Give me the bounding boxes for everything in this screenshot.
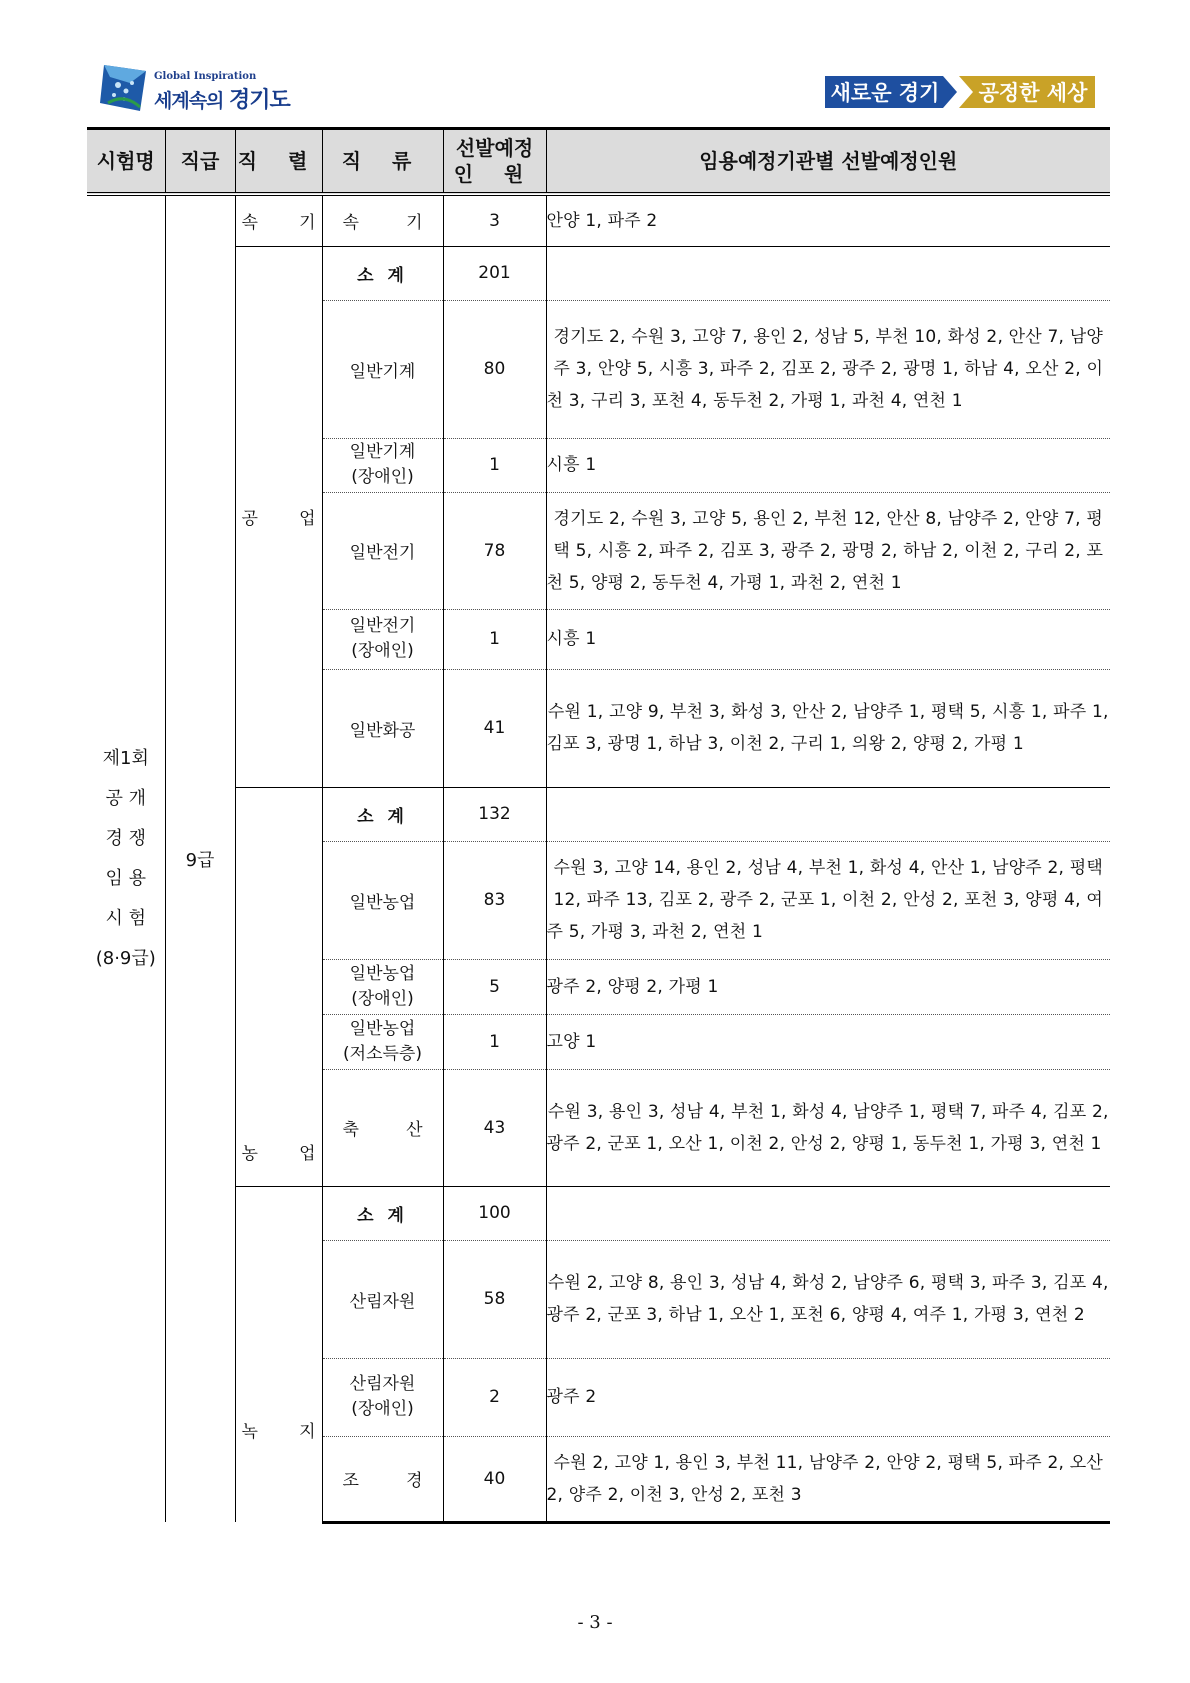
table-row (87, 194, 1110, 246)
subtotal-count: 201 (443, 246, 546, 300)
count-cell: 58 (443, 1240, 546, 1358)
subtotal-label: 소 계 (322, 1186, 443, 1240)
table-row (87, 1186, 1110, 1240)
header-series: 직 렬 (235, 129, 322, 195)
type-cell: 일반기계 (장애인) (322, 438, 443, 492)
gyeonggi-emblem-icon (100, 63, 148, 113)
exam-name-cell (87, 194, 165, 1522)
logo-korean-small: 세계속의 (154, 90, 224, 112)
allocation-cell: 시흥 1 (546, 609, 1110, 669)
type-cell: 일반전기 (322, 492, 443, 609)
count-cell: 40 (443, 1436, 546, 1522)
count-cell: 41 (443, 669, 546, 787)
subtotal-count: 132 (443, 787, 546, 841)
type-cell: 산림자원 (장애인) (322, 1358, 443, 1436)
series-cell-nongeop: 농 업 (235, 787, 322, 1186)
table-row (87, 787, 1110, 841)
type-cell: 일반화공 (322, 669, 443, 787)
header-allocation: 임용예정기관별 선발예정인원 (546, 129, 1110, 195)
allocation-cell (546, 787, 1110, 841)
type-cell: 속 기 (322, 194, 443, 246)
header-count-line2: 인 원 (453, 162, 536, 186)
allocation-cell: 수원 2, 고양 1, 용인 3, 부천 11, 남양주 2, 안양 2, 평택 5, 파주 2, 오산 2, 양주 2, 이천 3, 안성 2, 포천 3 (546, 1436, 1110, 1522)
exam-name-line: (8·9급) (95, 948, 156, 969)
allocation-cell: 수원 2, 고양 8, 용인 3, 성남 4, 화성 2, 남양주 6, 평택 3, 파주 3, 김포 4, 광주 2, 군포 3, 하남 1, 오산 1, 포천 6, 양평 4, 여주 1, 가평 3, 연천 2 (546, 1240, 1110, 1358)
count-cell: 83 (443, 841, 546, 959)
logo-korean-text (154, 83, 290, 114)
series-cell-sokgi: 속 기 (235, 194, 322, 246)
exam-name-line: 경 쟁 (105, 828, 146, 849)
allocation-cell: 시흥 1 (546, 438, 1110, 492)
allocation-cell: 경기도 2, 수원 3, 고양 7, 용인 2, 성남 5, 부천 10, 화성 2, 안산 7, 남양주 3, 안양 5, 시흥 3, 파주 2, 김포 2, 광주 2, 광명 1, 하남 4, 오산 2, 이천 3, 구리 3, 포천 4, 동두천 2, 가평 1, 과천 4, 연천 1 (546, 300, 1110, 438)
header-grade: 직급 (165, 129, 235, 195)
series-cell-nokji: 녹 지 (235, 1186, 322, 1522)
allocation-cell (546, 246, 1110, 300)
subtotal-count: 100 (443, 1186, 546, 1240)
count-cell: 43 (443, 1069, 546, 1186)
type-cell: 일반농업 (저소득층) (322, 1014, 443, 1069)
type-cell: 일반기계 (322, 300, 443, 438)
slogan-banner (825, 72, 1095, 112)
allocation-cell: 고양 1 (546, 1014, 1110, 1069)
count-cell: 1 (443, 1014, 546, 1069)
gyeonggi-logo (100, 63, 300, 119)
table-header-row (87, 129, 1110, 195)
allocation-cell: 수원 3, 고양 14, 용인 2, 성남 4, 부천 1, 화성 4, 안산 1, 남양주 2, 평택 12, 파주 13, 김포 2, 광주 2, 군포 1, 이천 2, 안성 2, 포천 3, 양평 4, 여주 5, 가평 3, 과천 2, 연천 1 (546, 841, 1110, 959)
count-cell: 2 (443, 1358, 546, 1436)
logo-korean-big: 경기도 (229, 88, 290, 113)
table-row (87, 246, 1110, 300)
header-planned-count (443, 129, 546, 195)
count-cell: 80 (443, 300, 546, 438)
exam-name-line: 시 험 (105, 908, 146, 929)
count-cell: 3 (443, 194, 546, 246)
count-cell: 1 (443, 609, 546, 669)
count-cell: 78 (443, 492, 546, 609)
count-cell: 5 (443, 959, 546, 1014)
subtotal-label: 소 계 (322, 246, 443, 300)
allocation-cell: 수원 3, 용인 3, 성남 4, 부천 1, 화성 4, 남양주 1, 평택 7, 파주 4, 김포 2, 광주 2, 군포 1, 오산 1, 이천 2, 안성 2, 양평 1, 동두천 1, 가평 3, 연천 1 (546, 1069, 1110, 1186)
exam-name-line: 제1회 (102, 748, 149, 769)
slogan-left-text: 새로운 경기 (830, 81, 940, 105)
slogan-right-text: 공정한 세상 (978, 81, 1088, 105)
exam-name-line: 임 용 (105, 868, 146, 889)
count-cell: 1 (443, 438, 546, 492)
type-cell: 축 산 (322, 1069, 443, 1186)
selection-table (87, 127, 1110, 1524)
type-cell: 일반전기 (장애인) (322, 609, 443, 669)
allocation-cell: 광주 2 (546, 1358, 1110, 1436)
allocation-cell: 광주 2, 양평 2, 가평 1 (546, 959, 1110, 1014)
exam-name-line: 공 개 (105, 788, 146, 809)
allocation-cell (546, 1186, 1110, 1240)
allocation-cell: 수원 1, 고양 9, 부천 3, 화성 3, 안산 2, 남양주 1, 평택 5, 시흥 1, 파주 1, 김포 3, 광명 1, 하남 3, 이천 2, 구리 1, 의왕 2, 양평 2, 가평 1 (546, 669, 1110, 787)
series-cell-gongeop: 공 업 (235, 246, 322, 787)
type-cell: 산림자원 (322, 1240, 443, 1358)
page-number: - 3 - (577, 1612, 613, 1633)
allocation-cell: 안양 1, 파주 2 (546, 194, 1110, 246)
header-exam-name: 시험명 (87, 129, 165, 195)
type-cell: 조 경 (322, 1436, 443, 1522)
allocation-cell: 경기도 2, 수원 3, 고양 5, 용인 2, 부천 12, 안산 8, 남양주 2, 안양 7, 평택 5, 시흥 2, 파주 2, 김포 3, 광주 2, 광명 2, 하남 2, 이천 2, 구리 2, 포천 5, 양평 2, 동두천 4, 가평 1, 과천 2, 연천 1 (546, 492, 1110, 609)
type-cell: 일반농업 (322, 841, 443, 959)
logo-english-text: Global Inspiration (154, 71, 257, 82)
header-count-line1: 선발예정 (455, 136, 534, 160)
header-type: 직 류 (322, 129, 443, 195)
subtotal-label: 소 계 (322, 787, 443, 841)
type-cell: 일반농업 (장애인) (322, 959, 443, 1014)
grade-cell: 9급 (165, 194, 235, 1522)
